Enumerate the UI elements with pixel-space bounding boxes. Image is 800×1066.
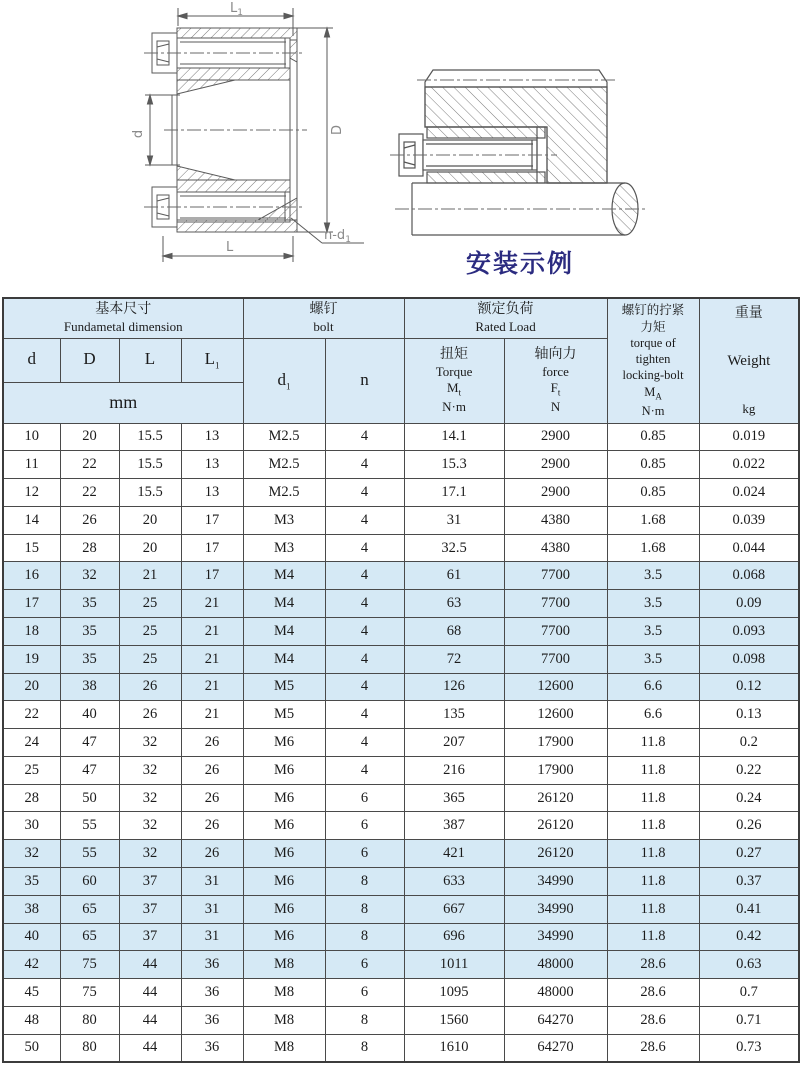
- cell: 35: [3, 868, 60, 896]
- cell: 4: [325, 590, 404, 618]
- cell: M3: [243, 506, 325, 534]
- cell: 31: [181, 923, 243, 951]
- cell: 667: [404, 895, 504, 923]
- cell: 28: [60, 534, 119, 562]
- cell: 0.093: [699, 617, 799, 645]
- table-row: [3, 756, 799, 784]
- cell: 65: [60, 923, 119, 951]
- cell: 44: [119, 979, 181, 1007]
- cell: 7700: [504, 562, 607, 590]
- cell: 4: [325, 756, 404, 784]
- cell: 0.24: [699, 784, 799, 812]
- cell: 47: [60, 729, 119, 757]
- cell: 7700: [504, 617, 607, 645]
- cell: 21: [181, 673, 243, 701]
- cell: 26: [181, 840, 243, 868]
- cell: 20: [119, 534, 181, 562]
- cell: 0.85: [607, 479, 699, 507]
- cell: 40: [3, 923, 60, 951]
- cell: 21: [119, 562, 181, 590]
- cell: 387: [404, 812, 504, 840]
- cell: 20: [3, 673, 60, 701]
- cell: 32: [60, 562, 119, 590]
- cell: M6: [243, 812, 325, 840]
- cell: 11.8: [607, 784, 699, 812]
- table-row: [3, 868, 799, 896]
- cell: M8: [243, 1034, 325, 1062]
- cell: 32: [119, 840, 181, 868]
- table-row: [3, 729, 799, 757]
- cell: 6: [325, 784, 404, 812]
- cell: 14: [3, 506, 60, 534]
- cell: 64270: [504, 1006, 607, 1034]
- dim-label-L1: $L_1$: [230, 1, 243, 18]
- installation-example-caption: 安装示例: [465, 251, 574, 278]
- cell: M6: [243, 840, 325, 868]
- cell: 48000: [504, 951, 607, 979]
- cell: 75: [60, 979, 119, 1007]
- cell: 0.71: [699, 1006, 799, 1034]
- cell: 8: [325, 868, 404, 896]
- table-row: [3, 812, 799, 840]
- cell: 31: [181, 868, 243, 896]
- cell: 11.8: [607, 840, 699, 868]
- cell: 17: [3, 590, 60, 618]
- cell: 6: [325, 840, 404, 868]
- cell: 31: [404, 506, 504, 534]
- cell: M2.5: [243, 479, 325, 507]
- cell: 15.5: [119, 479, 181, 507]
- cell: 50: [3, 1034, 60, 1062]
- cell: 61: [404, 562, 504, 590]
- table-row: [3, 784, 799, 812]
- cell: 0.7: [699, 979, 799, 1007]
- cell: 68: [404, 617, 504, 645]
- cell: 2900: [504, 451, 607, 479]
- cell: 1610: [404, 1034, 504, 1062]
- col-tightening-torque: 螺钉的拧紧 力矩 torque of tighten locking-bolt $M_A$ N·m: [607, 298, 699, 423]
- cell: 10: [3, 423, 60, 451]
- cell: 38: [60, 673, 119, 701]
- cell: 26120: [504, 840, 607, 868]
- cell: 696: [404, 923, 504, 951]
- cell: 0.044: [699, 534, 799, 562]
- cell: 8: [325, 1006, 404, 1034]
- cell: 4: [325, 534, 404, 562]
- cell: 34990: [504, 923, 607, 951]
- cell: 4: [325, 673, 404, 701]
- col-L1: $L_1$: [181, 338, 243, 382]
- bolt-count-callout: $n-d_1$: [324, 228, 351, 245]
- cell: 28.6: [607, 1034, 699, 1062]
- group-basic-dimension: 基本尺寸 Fundametal dimension: [3, 298, 243, 338]
- cell: M8: [243, 1006, 325, 1034]
- table-row: [3, 979, 799, 1007]
- table-row: [3, 645, 799, 673]
- cell: 72: [404, 645, 504, 673]
- table-row: [3, 1006, 799, 1034]
- cell: M6: [243, 868, 325, 896]
- cell: 28: [3, 784, 60, 812]
- cell: 6.6: [607, 673, 699, 701]
- cell: 421: [404, 840, 504, 868]
- cell: 3.5: [607, 590, 699, 618]
- cell: 16: [3, 562, 60, 590]
- cell: 1011: [404, 951, 504, 979]
- table-row: [3, 423, 799, 451]
- cell: 3.5: [607, 617, 699, 645]
- cell: 2900: [504, 479, 607, 507]
- cell: 1560: [404, 1006, 504, 1034]
- cell: 4380: [504, 506, 607, 534]
- cell: 11.8: [607, 756, 699, 784]
- cell: 17900: [504, 756, 607, 784]
- table-row: [3, 534, 799, 562]
- cell: 21: [181, 701, 243, 729]
- cell: 32: [119, 784, 181, 812]
- cell: 1.68: [607, 506, 699, 534]
- cell: 4: [325, 562, 404, 590]
- cell: 0.73: [699, 1034, 799, 1062]
- cell: M6: [243, 923, 325, 951]
- cell: 37: [119, 868, 181, 896]
- cell: 13: [181, 423, 243, 451]
- table-row: [3, 479, 799, 507]
- cell: 28.6: [607, 951, 699, 979]
- cell: 7700: [504, 645, 607, 673]
- cell: 26: [181, 784, 243, 812]
- cell: 15.3: [404, 451, 504, 479]
- cell: 18: [3, 617, 60, 645]
- cell: 12600: [504, 673, 607, 701]
- cell: 30: [3, 812, 60, 840]
- cell: 0.13: [699, 701, 799, 729]
- col-weight: 重量 Weight kg: [699, 298, 799, 423]
- cell: 7700: [504, 590, 607, 618]
- cell: 65: [60, 895, 119, 923]
- cell: M4: [243, 590, 325, 618]
- group-bolt: 螺钉 bolt: [243, 298, 404, 338]
- cell: 55: [60, 812, 119, 840]
- cell: 216: [404, 756, 504, 784]
- cell: 0.85: [607, 451, 699, 479]
- cell: 207: [404, 729, 504, 757]
- cell: 0.019: [699, 423, 799, 451]
- cell: 4: [325, 506, 404, 534]
- cell: M8: [243, 979, 325, 1007]
- cell: 40: [60, 701, 119, 729]
- cell: 25: [119, 617, 181, 645]
- group-rated-load: 额定负荷 Rated Load: [404, 298, 607, 338]
- cell: 1.68: [607, 534, 699, 562]
- dim-label-d: d: [131, 129, 146, 139]
- cell: 0.039: [699, 506, 799, 534]
- cell: 55: [60, 840, 119, 868]
- table-row: [3, 590, 799, 618]
- cell: 4: [325, 617, 404, 645]
- cell: 48000: [504, 979, 607, 1007]
- table-row: [3, 673, 799, 701]
- cell: 135: [404, 701, 504, 729]
- cell: 35: [60, 645, 119, 673]
- cell: 75: [60, 951, 119, 979]
- cell: 0.63: [699, 951, 799, 979]
- cell: 26: [60, 506, 119, 534]
- cell: 8: [325, 1034, 404, 1062]
- cell: 126: [404, 673, 504, 701]
- cell: 28.6: [607, 1006, 699, 1034]
- cell: 63: [404, 590, 504, 618]
- cell: 11.8: [607, 923, 699, 951]
- cell: 80: [60, 1006, 119, 1034]
- cell: 11.8: [607, 868, 699, 896]
- cell: 15.5: [119, 451, 181, 479]
- table-row: [3, 451, 799, 479]
- cell: 365: [404, 784, 504, 812]
- cell: 4380: [504, 534, 607, 562]
- cell: 0.2: [699, 729, 799, 757]
- cell: 21: [181, 617, 243, 645]
- cell: 15.5: [119, 423, 181, 451]
- col-axial-force: 轴向力 force $F_t$ N: [504, 338, 607, 423]
- cell: 32.5: [404, 534, 504, 562]
- cell: M4: [243, 645, 325, 673]
- cell: 36: [181, 951, 243, 979]
- table-row: [3, 895, 799, 923]
- cell: 47: [60, 756, 119, 784]
- cell: M2.5: [243, 423, 325, 451]
- cell: 11: [3, 451, 60, 479]
- cell: 11.8: [607, 895, 699, 923]
- cell: 35: [60, 617, 119, 645]
- cell: M8: [243, 951, 325, 979]
- cell: M4: [243, 617, 325, 645]
- cell: M2.5: [243, 451, 325, 479]
- dim-label-L: L: [226, 240, 234, 255]
- table-row: [3, 617, 799, 645]
- cell: 6: [325, 812, 404, 840]
- cell: 0.068: [699, 562, 799, 590]
- table-row: [3, 840, 799, 868]
- cell: 36: [181, 979, 243, 1007]
- cell: 11.8: [607, 812, 699, 840]
- cell: 25: [3, 756, 60, 784]
- table-row: [3, 701, 799, 729]
- cell: 0.27: [699, 840, 799, 868]
- cell: 15: [3, 534, 60, 562]
- cell: M6: [243, 729, 325, 757]
- cell: 32: [119, 812, 181, 840]
- cell: 42: [3, 951, 60, 979]
- table-body: [3, 423, 799, 1062]
- spec-table: [2, 297, 800, 1063]
- cell: 0.024: [699, 479, 799, 507]
- table-row: [3, 562, 799, 590]
- cell: 1095: [404, 979, 504, 1007]
- cell: 34990: [504, 895, 607, 923]
- table-row: [3, 923, 799, 951]
- unit-mm: mm: [3, 382, 243, 423]
- cell: 0.41: [699, 895, 799, 923]
- cell: 11.8: [607, 729, 699, 757]
- cell: 25: [119, 590, 181, 618]
- cell: 14.1: [404, 423, 504, 451]
- cell: M6: [243, 784, 325, 812]
- cell: 0.37: [699, 868, 799, 896]
- cell: 32: [119, 756, 181, 784]
- cell: 24: [3, 729, 60, 757]
- cell: 21: [181, 590, 243, 618]
- cell: 19: [3, 645, 60, 673]
- cell: 50: [60, 784, 119, 812]
- table-row: [3, 506, 799, 534]
- cell: 45: [3, 979, 60, 1007]
- cell: 4: [325, 645, 404, 673]
- cell: 44: [119, 951, 181, 979]
- cell: 17900: [504, 729, 607, 757]
- cell: 26120: [504, 812, 607, 840]
- cell: 25: [119, 645, 181, 673]
- col-d1: $d_1$: [243, 338, 325, 423]
- cell: 8: [325, 923, 404, 951]
- cell: 26: [181, 812, 243, 840]
- cell: 3.5: [607, 645, 699, 673]
- cell: 0.22: [699, 756, 799, 784]
- cell: 36: [181, 1034, 243, 1062]
- cell: 12: [3, 479, 60, 507]
- cell: 2900: [504, 423, 607, 451]
- cell: M6: [243, 756, 325, 784]
- cell: 0.26: [699, 812, 799, 840]
- cell: 26: [119, 701, 181, 729]
- cell: 6: [325, 979, 404, 1007]
- cell: 44: [119, 1034, 181, 1062]
- col-n: n: [325, 338, 404, 423]
- cell: 13: [181, 479, 243, 507]
- cell: 60: [60, 868, 119, 896]
- cell: 36: [181, 1006, 243, 1034]
- cell: 17: [181, 562, 243, 590]
- cell: 20: [119, 506, 181, 534]
- cell: 48: [3, 1006, 60, 1034]
- cell: 37: [119, 895, 181, 923]
- cell: 38: [3, 895, 60, 923]
- cell: 0.09: [699, 590, 799, 618]
- cell: 0.098: [699, 645, 799, 673]
- cell: 34990: [504, 868, 607, 896]
- cell: 22: [3, 701, 60, 729]
- col-D: D: [60, 338, 119, 382]
- cell: M6: [243, 895, 325, 923]
- cell: 17: [181, 534, 243, 562]
- cell: 0.022: [699, 451, 799, 479]
- locking-assembly-section-drawing: [100, 0, 405, 292]
- table-row: [3, 951, 799, 979]
- installation-example-drawing: [385, 30, 720, 242]
- cell: 0.12: [699, 673, 799, 701]
- dim-label-D: D: [330, 124, 345, 136]
- col-d: d: [3, 338, 60, 382]
- cell: 28.6: [607, 979, 699, 1007]
- cell: 21: [181, 645, 243, 673]
- cell: M5: [243, 673, 325, 701]
- cell: 17: [181, 506, 243, 534]
- col-L: L: [119, 338, 181, 382]
- col-torque: 扭矩 Torque $M_t$ N·m: [404, 338, 504, 423]
- cell: M5: [243, 701, 325, 729]
- cell: 64270: [504, 1034, 607, 1062]
- cell: 633: [404, 868, 504, 896]
- cell: 35: [60, 590, 119, 618]
- cell: 22: [60, 479, 119, 507]
- cell: 22: [60, 451, 119, 479]
- cell: 37: [119, 923, 181, 951]
- cell: 13: [181, 451, 243, 479]
- cell: 44: [119, 1006, 181, 1034]
- cell: 6: [325, 951, 404, 979]
- table-row: [3, 1034, 799, 1062]
- cell: 32: [119, 729, 181, 757]
- cell: 4: [325, 701, 404, 729]
- cell: 26: [181, 756, 243, 784]
- cell: 32: [3, 840, 60, 868]
- cell: 12600: [504, 701, 607, 729]
- cell: 0.85: [607, 423, 699, 451]
- cell: M4: [243, 562, 325, 590]
- cell: 26120: [504, 784, 607, 812]
- cell: 26: [181, 729, 243, 757]
- cell: 8: [325, 895, 404, 923]
- cell: 26: [119, 673, 181, 701]
- cell: 4: [325, 729, 404, 757]
- cell: 17.1: [404, 479, 504, 507]
- cell: M3: [243, 534, 325, 562]
- cell: 3.5: [607, 562, 699, 590]
- cell: 6.6: [607, 701, 699, 729]
- cell: 4: [325, 423, 404, 451]
- cell: 31: [181, 895, 243, 923]
- cell: 4: [325, 451, 404, 479]
- cell: 80: [60, 1034, 119, 1062]
- cell: 4: [325, 479, 404, 507]
- cell: 20: [60, 423, 119, 451]
- cell: 0.42: [699, 923, 799, 951]
